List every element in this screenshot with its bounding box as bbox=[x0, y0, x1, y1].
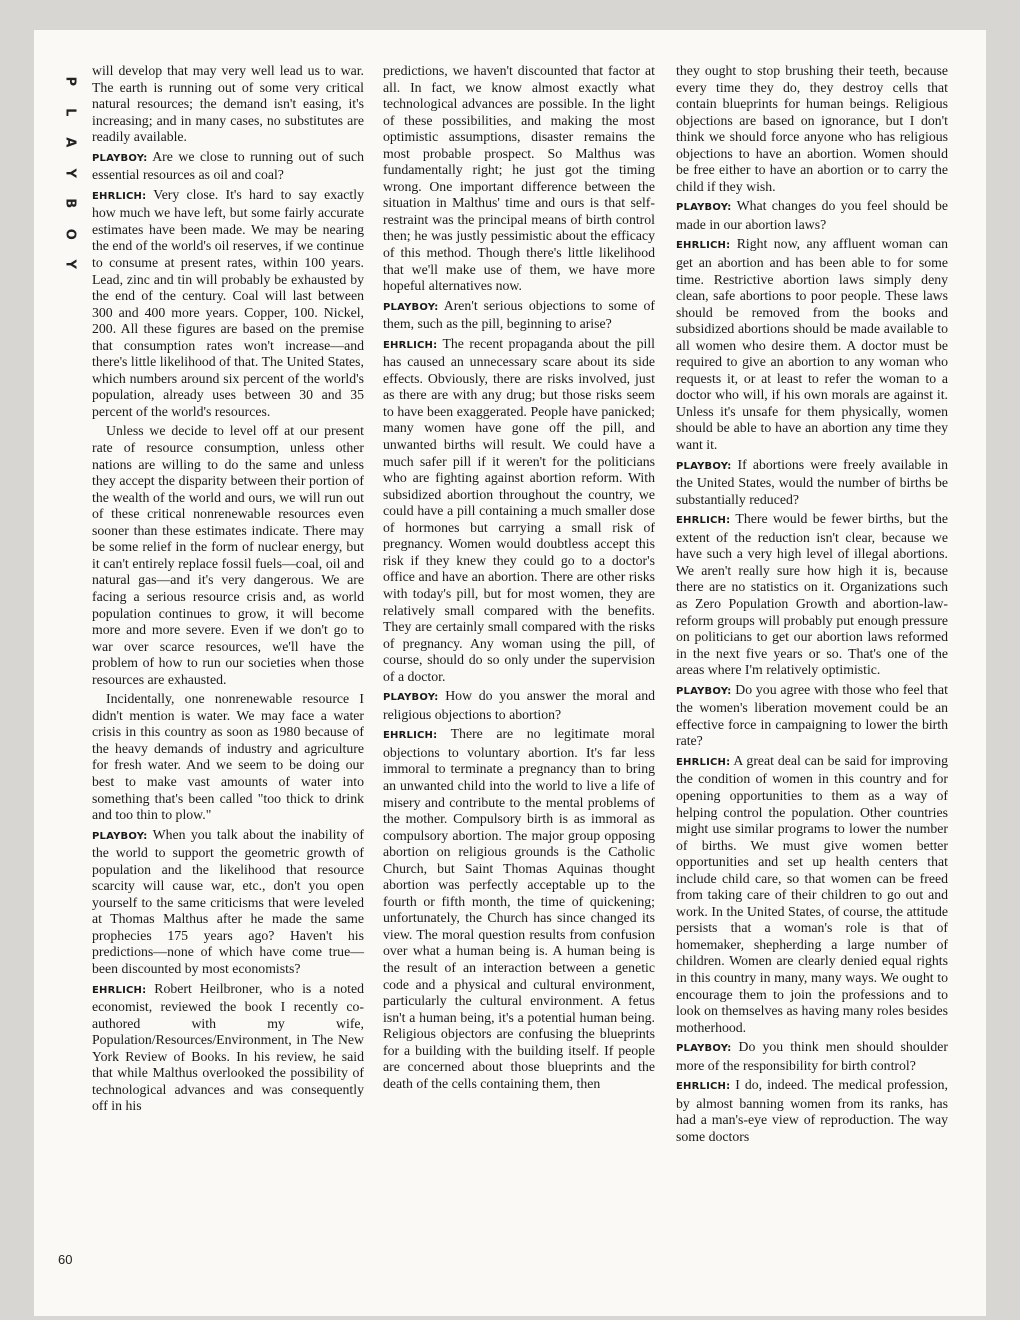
speaker-label: PLAYBOY: bbox=[676, 202, 732, 214]
article-paragraph bbox=[383, 63, 655, 295]
article-paragraph bbox=[92, 827, 364, 978]
article-paragraph bbox=[676, 236, 948, 453]
paragraph-text: Incidentally, one nonrenewable resource I didn't mention is water. We may face a water crisis in this country as soon as 1980 because of the heavy demands of industry and agriculture for fresh water. And we seem to be doing our best to make vast amounts of water into something that's been called "too thick to drink and too thin to plow." bbox=[92, 691, 364, 823]
article-paragraph bbox=[383, 688, 655, 723]
article-paragraph bbox=[92, 149, 364, 184]
logo-letter: O bbox=[62, 228, 78, 240]
paragraph-text: There are no legitimate moral objections to voluntary abortion. It's far less immoral to terminate a pregnancy than to bring an unwanted child into the world to live a life of misery and contribute to the mental problems of the mother. Compulsory birth is as immoral as compulsory abortion. The major group opposing abortion on religious grounds is the Catholic Church, but Saint Thomas Aquinas thought abortion was perfectly acceptable up to the fourth or fifth month, the time of quickening; unfortunately, the Church has since changed its view. The moral question results from confusion over what a human being is. A human being is the result of an interaction between a genetic code and a physical and cultural environment, particularly the cultural environment. A fetus isn't a human being, it's a potential human being. Religious objectors are confusing the blueprints for a building with the building itself. If people are concerned about those blueprints and the death of the cells containing them, then bbox=[383, 726, 655, 1091]
speaker-label: PLAYBOY: bbox=[92, 830, 148, 842]
paragraph-text: How do you answer the moral and religious objections to abortion? bbox=[383, 688, 655, 722]
article-paragraph bbox=[676, 457, 948, 509]
playboy-vertical-logo bbox=[62, 66, 76, 280]
logo-letter: A bbox=[62, 137, 78, 148]
paragraph-text: The recent propaganda about the pill has caused an unnecessary scare about its side effects. Obviously, there are risks involved, just as there are with any drug; but those risks seem to have been exaggerated. People have panicked; many women have gone off the pill, and unwanted births will result. We could have a much safer pill if it weren't for the politicians who are fighting against abortion reform. With subsidized abortion throughout the country, we could have a pill containing a much smaller dose of hormones but carrying a small risk of pregnancy. Women would doubtless accept this risk if they knew they could go to a doctor's office and have an abortion. There are other risks with today's pill, but for most women, they are relatively small compared with the benefits. They are certainly small compared with the risks of pregnancy. Any woman using the pill, of course, should do so only under the supervision of a doctor. bbox=[383, 335, 655, 684]
logo-letter: B bbox=[62, 198, 78, 209]
logo-letter: Y bbox=[62, 259, 78, 269]
paragraph-text: will develop that may very well lead us to war. The earth is running out of some very critical natural resources; the demand isn't easing, it's increasing; and in many cases, no substitutes are readily available. bbox=[92, 63, 364, 145]
article-paragraph bbox=[383, 336, 655, 685]
speaker-label: EHRLICH: bbox=[676, 756, 731, 768]
article-paragraph bbox=[676, 63, 948, 195]
article-paragraph bbox=[676, 1039, 948, 1074]
article-paragraph bbox=[92, 423, 364, 688]
paragraph-text: predictions, we haven't discounted that factor at all. In fact, we know almost exactly what technological advances are possible. In the light of these possibilities, and making the most optimistic assumptions, disaster remains the most probable prospect. So Malthus was fundamentally right; he just got the timing wrong. One important difference between the situation in Malthus' time and ours is that self-restraint was the principal means of birth control then; he was justly pessimistic about the efficacy of this method. Though there's little likelihood that we'll make use of them, we have more hopeful alternatives now. bbox=[383, 63, 655, 294]
article-paragraph bbox=[92, 187, 364, 421]
paragraph-text: Right now, any affluent woman can get an abortion and has been able to for some time. Restrictive abortion laws simply deny clean, safe abortions to poor people. These laws should be removed from the books and subsidized abortions should be made available to all women who desire them. A doctor must be required to give an abortion to any woman who requests it, or at least to refer the woman to a doctor who will, if his own morals are against it. Unless it's unsafe for them physically, women should be able to have an abortion any time they want it. bbox=[676, 236, 948, 453]
article-paragraph bbox=[92, 981, 364, 1115]
paragraph-text: Very close. It's hard to say exactly how much we have left, but some fairly accurate estimates have been made. We may be nearing the end of the world's oil reserves, if we continue to consume at present rates, within 100 years. Lead, zinc and tin will probably be exhausted by the end of the century. Coal will last between 300 and 400 more years. Copper, 100. Nickel, 200. All these figures are based on the premise that consumption rates won't increase—and there's little likelihood of that. The United States, which numbers around six percent of the world's population, already uses between 30 and 35 percent of the world's resources. bbox=[92, 186, 364, 419]
text-column-1 bbox=[92, 63, 364, 1118]
speaker-label: PLAYBOY: bbox=[383, 692, 439, 704]
paragraph-text: Do you think men should shoulder more of the responsibility for birth control? bbox=[676, 1039, 948, 1073]
speaker-label: EHRLICH: bbox=[676, 515, 731, 527]
article-paragraph bbox=[676, 753, 948, 1036]
article-paragraph bbox=[92, 691, 364, 823]
speaker-label: PLAYBOY: bbox=[92, 152, 148, 164]
paragraph-text: If abortions were freely available in the United States, would the number of births be substantially reduced? bbox=[676, 456, 948, 507]
logo-letter: P bbox=[62, 76, 78, 87]
paragraph-text: I do, indeed. The medical profession, by almost banning women from its ranks, has had a man's-eye view of reproduction. The way some doctors bbox=[676, 1077, 948, 1144]
paragraph-text: There would be fewer births, but the extent of the reduction isn't clear, because we have such a very high level of illegal abortions. We aren't really sure how high it is, because there are no statistics on it. Organizations such as Zero Population Growth and abortion-law-reform groups will probably put enough pressure on politicians to get our abortion laws reformed in the next five years or so. That's one of the areas where I'm relatively optimistic. bbox=[676, 511, 948, 678]
article-paragraph bbox=[676, 682, 948, 750]
speaker-label: PLAYBOY: bbox=[676, 1043, 732, 1055]
paragraph-text: Unless we decide to level off at our present rate of resource consumption, unless other nations are willing to do the same and unless they accept the disparity between their portion of the wealth of the world and ours, we will run out of these critical nonrenewable resources even sooner than these estimates indicate. There may be some relief in the form of nuclear energy, but it can't entirely replace fossil fuels—coal, oil and natural gas—and it's very dangerous. We are facing a serious resource crisis and, as world population continues to grow, it will become more and more severe. Even if we don't go to war over scarce resources, we'll have the problem of how to run our societies when those resources are exhausted. bbox=[92, 423, 364, 687]
paragraph-text: When you talk about the inability of the world to support the geometric growth of population and the likelihood that resource scarcity will cause war, etc., don't you open yourself to the same criticisms that were leveled at Thomas Malthus after he made the same prophecies 175 years ago? Haven't his predictions—none of which have come true—been discounted by most economists? bbox=[92, 826, 364, 976]
speaker-label: EHRLICH: bbox=[383, 339, 438, 351]
speaker-label: EHRLICH: bbox=[676, 240, 731, 252]
page-number: 60 bbox=[58, 1252, 73, 1267]
article-paragraph bbox=[383, 298, 655, 333]
speaker-label: PLAYBOY: bbox=[383, 301, 439, 313]
speaker-label: PLAYBOY: bbox=[676, 460, 732, 472]
speaker-label: EHRLICH: bbox=[383, 730, 438, 742]
article-paragraph bbox=[383, 726, 655, 1092]
text-column-3 bbox=[676, 63, 948, 1148]
paragraph-text: Do you agree with those who feel that the women's liberation movement could be an effective force in campaigning to lower the birth rate? bbox=[676, 681, 948, 749]
logo-letter: Y bbox=[62, 168, 78, 178]
paragraph-text: What changes do you feel should be made in our abortion laws? bbox=[676, 198, 948, 232]
article-paragraph bbox=[92, 63, 364, 146]
paragraph-text: Robert Heilbroner, who is a noted economist, reviewed the book I recently co-authored with my wife, Population/Resources/Environment, in The New York Review of Books. In his review, he said that while Malthus overlooked the possibility of technological advances and was consequently off in his bbox=[92, 980, 364, 1114]
speaker-label: EHRLICH: bbox=[676, 1081, 731, 1093]
speaker-label: PLAYBOY: bbox=[676, 685, 732, 697]
paragraph-text: Aren't serious objections to some of them, such as the pill, beginning to arise? bbox=[383, 297, 655, 332]
paragraph-text: they ought to stop brushing their teeth, because every time they do, they destroy cells that contain blueprints for human beings. Religious objections are based on ignorance, but I don't think we should force anyone who has religious objections to have an abortion. Women should be free either to have an abortion or to carry the child if they wish. bbox=[676, 63, 948, 194]
text-column-2 bbox=[383, 63, 655, 1095]
article-paragraph bbox=[676, 198, 948, 233]
speaker-label: EHRLICH: bbox=[92, 190, 147, 202]
article-paragraph bbox=[676, 511, 948, 678]
paragraph-text: Are we close to running out of such essential resources as oil and coal? bbox=[92, 148, 364, 183]
article-paragraph bbox=[676, 1077, 948, 1145]
speaker-label: EHRLICH: bbox=[92, 984, 147, 996]
logo-letter: L bbox=[62, 107, 78, 116]
paragraph-text: A great deal can be said for improving the condition of women in this country and for opening opportunities to them as a way of helping control the population. Other countries might use similar programs to lower the number of births. We must give women better opportunities and set up health centers that include child care, so that women can be freed from taking care of their children to go out and work. In the United States, of course, the attitude persists that a woman's role is that of homemaker, shepherding a large number of children. Women are clearly denied equal rights in this country in many, many ways. We ought to encourage them to join the professions and to look on themselves as having many roles besides motherhood. bbox=[676, 752, 948, 1035]
